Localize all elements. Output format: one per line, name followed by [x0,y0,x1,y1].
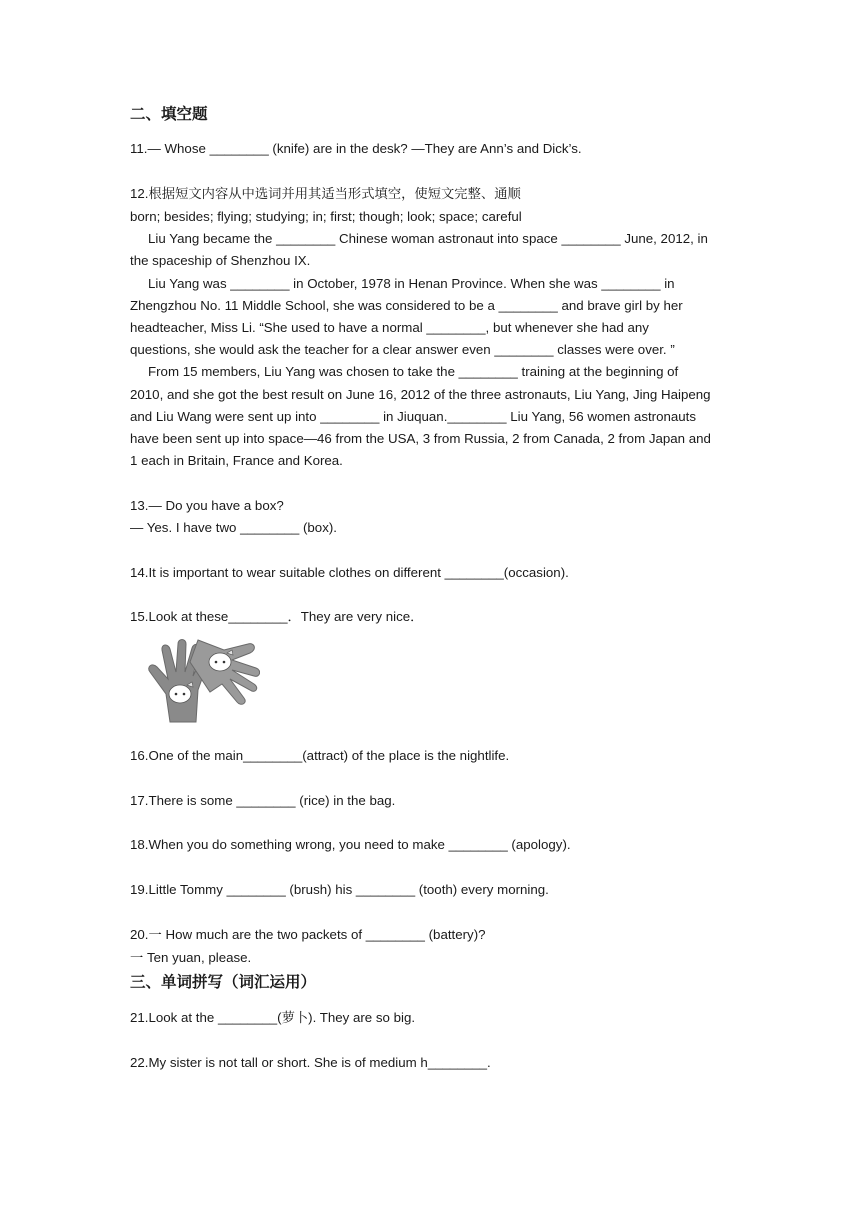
gloves-picture [140,632,260,724]
section-heading-fill-blanks: 二、填空题 [130,106,208,123]
passage-line: and Liu Wang were sent up into ________ in Jiuquan.________ Liu Yang, 56 women astronauts [130,409,697,424]
question-13-line: 13.— Do you have a box? [130,498,284,513]
question-15: 15.Look at these________．They are very nice． [130,609,424,624]
question-14: 14.It is important to wear suitable clothes on different ________(occasion). [130,565,569,580]
question-20-line: 20.一 How much are the two packets of ________ (battery)? [130,927,486,942]
passage-line: headteacher, Miss Li. “She used to have a normal ________, but whenever she had any [130,320,649,335]
question-18: 18.When you do something wrong, you need to make ________ (apology). [130,837,571,852]
question-20-line: 一 Ten yuan, please. [130,950,252,965]
question-22: 22.My sister is not tall or short. She is of medium h________. [130,1055,491,1070]
passage-line: Liu Yang was ________ in October, 1978 in Henan Province. When she was ________ in [148,276,675,291]
question-13-line: — Yes. I have two ________ (box). [130,520,337,535]
question-17: 17.There is some ________ (rice) in the bag. [130,793,396,808]
passage-line: questions, she would ask the teacher for a clear answer even ________ classes were over. ” [130,342,675,357]
question-21: 21.Look at the ________(萝卜). They are so big. [130,1010,416,1025]
question-19: 19.Little Tommy ________ (brush) his ________ (tooth) every morning. [130,882,549,897]
question-12-word-bank: born; besides; flying; studying; in; first; though; look; space; careful [130,209,522,224]
passage-line: have been sent up into space—46 from the USA, 3 from Russia, 2 from Canada, 2 from Japan and [130,431,711,446]
passage-line: 2010, and she got the best result on June 16, 2012 of the three astronauts, Liu Yang, Jing Haipeng [130,387,711,402]
passage-line: 1 each in Britain, France and Korea. [130,453,343,468]
right-glove-icon [190,640,260,704]
passage-line: Liu Yang became the ________ Chinese woman astronaut into space ________ June, 2012, in [148,231,708,246]
section-heading-spelling: 三、单词拼写（词汇运用） [130,974,317,991]
question-16: 16.One of the main________(attract) of the place is the nightlife. [130,748,510,763]
question-11: 11.— Whose ________ (knife) are in the desk? —They are Ann’s and Dick’s. [130,141,582,156]
passage-line: the spaceship of Shenzhou IX. [130,253,311,268]
passage-line: From 15 members, Liu Yang was chosen to take the ________ training at the beginning of [148,364,679,379]
question-12-instruction: 12.根据短文内容从中选词并用其适当形式填空，使短文完整、通顺 [130,186,521,201]
passage-line: Zhengzhou No. 11 Middle School, she was considered to be a ________ and brave girl by her [130,298,683,313]
